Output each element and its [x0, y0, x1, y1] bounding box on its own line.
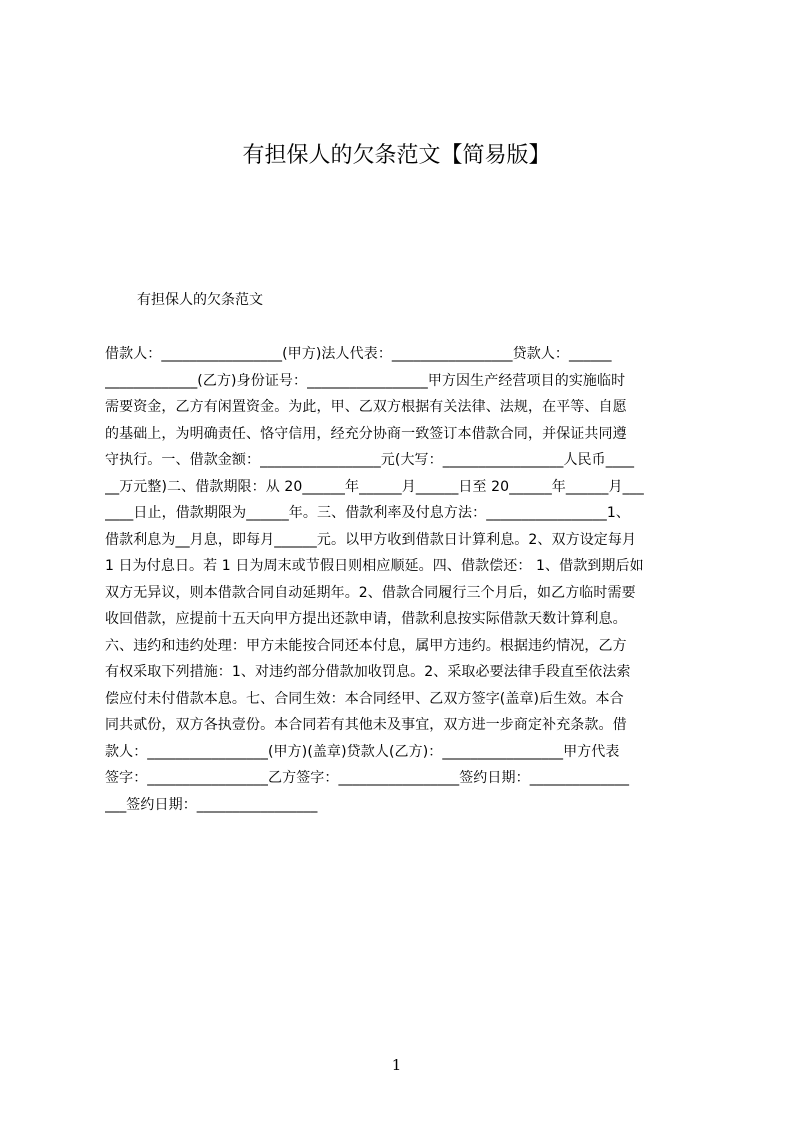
- body-line: 需要资金，乙方有闲置资金。为此，甲、乙双方根据有关法律、法规，在平等、自愿: [105, 399, 627, 415]
- body-line: 签字：_________________乙方签字：_________________签约日期：______________: [105, 770, 630, 786]
- body-line: 1 日为付息日。若 1 日为周末或节假日则相应顺延。四、借款偿还： 1、借款到期后如: [105, 558, 644, 574]
- page-number: 1: [391, 1056, 402, 1074]
- body-line: 借款人：_________________(甲方)法人代表：_________________贷款人：______: [105, 346, 612, 362]
- body-line: 双方无异议，则本借款合同自动延期年。2、借款合同履行三个月后，如乙方临时需要: [105, 584, 636, 601]
- body-line: 同共贰份，双方各执壹份。本合同若有其他未及事宜，双方进一步商定补充条款。借: [105, 717, 627, 733]
- body-line: 有权采取下列措施：1、对违约部分借款加收罚息。2、采取必要法律手段直至依法索: [105, 664, 631, 680]
- body-line: ___签约日期：_________________: [105, 796, 318, 813]
- document-title: 有担保人的欠条范文【简易版】: [242, 143, 551, 168]
- contract-body: [105, 341, 697, 831]
- body-line: 守执行。一、借款金额：_________________元(大写：_________________人民币____: [105, 452, 635, 468]
- body-line: _____________(乙方)身份证号：_________________甲方因生产经营项目的实施临时: [105, 372, 626, 389]
- body-line: 六、违约和违约处理：甲方未能按合同还本付息，属甲方违约。根据违约情况，乙方: [105, 637, 627, 654]
- document-subtitle: 有担保人的欠条范文: [137, 292, 263, 308]
- body-line: 收回借款，应提前十五天向甲方提出还款申请，借款利息按实际借款天数计算利息。: [105, 611, 627, 627]
- body-line: ____日止，借款期限为______年。三、借款利率及付息方法：_________________1、: [105, 505, 631, 521]
- body-line: 借款利息为__月息，即每月______元。以甲方收到借款日计算利息。2、双方设定每月: [105, 531, 637, 548]
- body-line: 的基础上，为明确责任、恪守信用，经充分协商一致签订本借款合同，并保证共同遵: [105, 425, 627, 442]
- body-line: 款人：_________________(甲方)(盖章)贷款人(乙方)：_________________甲方代表: [105, 743, 620, 760]
- body-line: __万元整)二、借款期限：从 20______年______月______日至 20______年______月___: [105, 478, 644, 495]
- body-line: 偿应付未付借款本息。七、合同生效：本合同经甲、乙双方签字(盖章)后生效。本合: [105, 690, 624, 707]
